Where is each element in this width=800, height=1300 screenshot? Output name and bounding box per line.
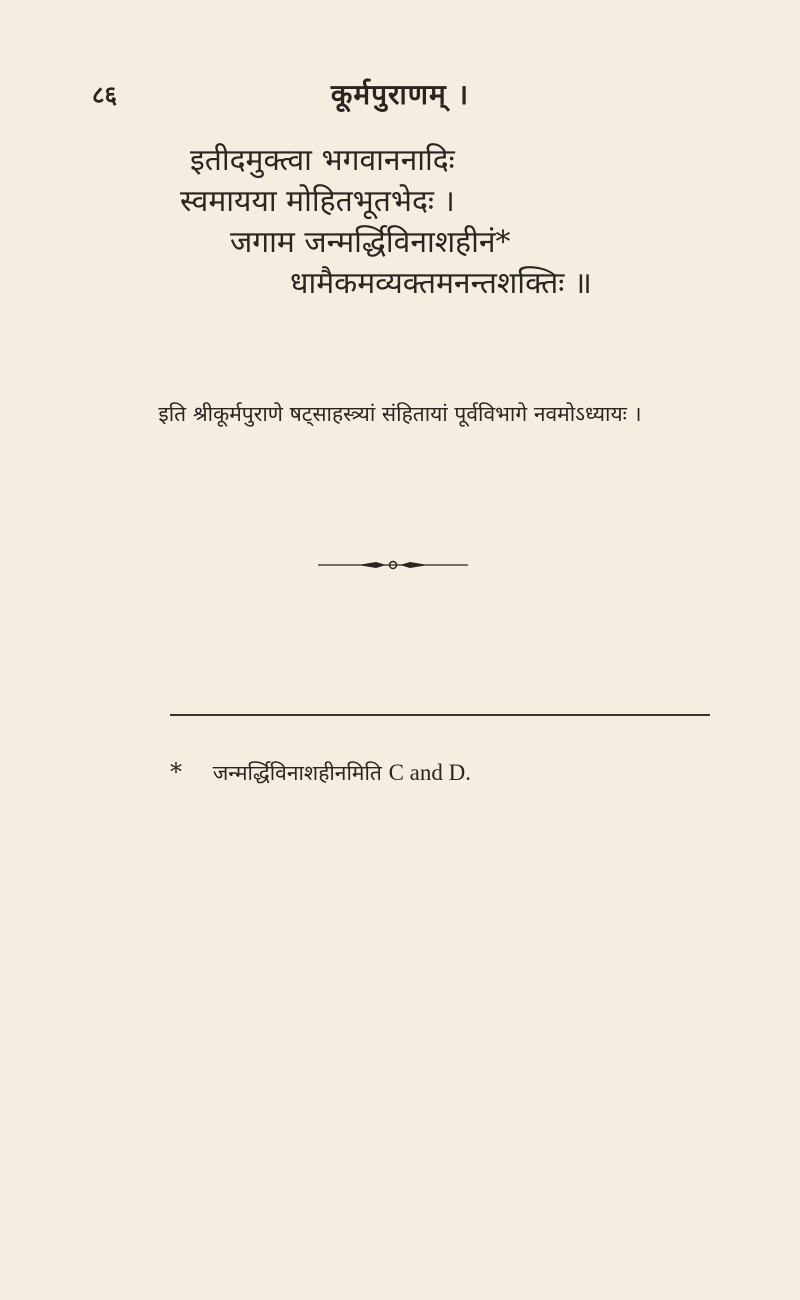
page-number: ८६ [92, 80, 117, 109]
verse-line: स्वमायया मोहितभूतभेदः । [180, 184, 455, 219]
footnote [170, 758, 471, 787]
chapter-colophon: इति श्रीकूर्मपुराणे षट्साहस्त्र्यां संहितायां पूर्वविभागे नवमोऽध्यायः । [158, 402, 642, 426]
verse-line: धामैकमव्यक्तमनन्तशक्तिः ॥ [290, 266, 592, 301]
verse-line: इतीदमुक्त्वा भगवाननादिः [190, 143, 455, 178]
footnote-marker: * [170, 758, 182, 786]
ornament-divider [318, 559, 468, 571]
verse-line: जगाम जन्मर्द्धिविनाशहीनं* [230, 225, 511, 260]
running-title: कूर्मपुराणम् । [330, 78, 470, 111]
verse-block [180, 140, 650, 304]
footnote-rule [170, 714, 710, 716]
footnote-text: जन्मर्द्धिविनाशहीनमिति [212, 761, 382, 785]
footnote-source: C and D. [388, 760, 471, 785]
